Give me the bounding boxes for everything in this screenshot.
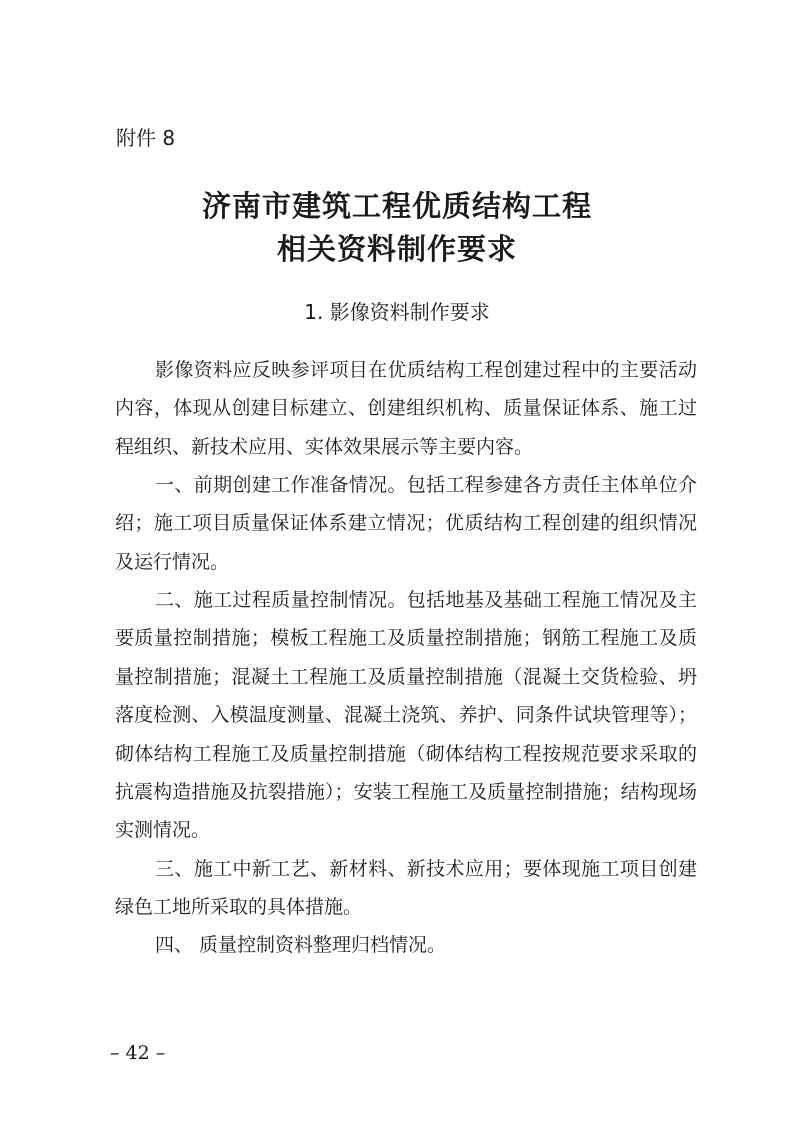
paragraph-item-3: 三、施工中新工艺、新材料、新技术应用；要体现施工项目创建绿色工地所采取的具体措施。	[115, 858, 697, 919]
document-title-line-1: 济南市建筑工程优质结构工程	[201, 189, 592, 223]
paragraph-item-4: 四、 质量控制资料整理归档情况。	[155, 934, 447, 956]
document-title-line-2: 相关资料制作要求	[276, 232, 517, 266]
paragraph-intro: 影像资料应反映参评项目在优质结构工程创建过程中的主要活动内容，体现从创建目标建立、创建组织机构、质量保证体系、施工过程组织、新技术应用、实体效果展示等主要内容。	[115, 359, 697, 458]
paragraph-item-2: 二、施工过程质量控制情况。包括地基及基础工程施工情况及主要质量控制措施；模板工程施工及质量控制措施；钢筋工程施工及质量控制措施；混凝土工程施工及质量控制措施（混凝土交货检验、坍落度检测、入模温度测量、混凝土浇筑、养护、同条件试块管理等）；砌体结构工程施工及质量控制措施（砌体结构工程按规范要求采取的抗震构造措施及抗裂措施）；安装工程施工及质量控制措施；结构现场实测情况。	[115, 589, 697, 842]
page-number: – 42 –	[110, 1042, 166, 1064]
section-heading: 1. 影像资料制作要求	[304, 300, 490, 324]
paragraph-item-1: 一、前期创建工作准备情况。包括工程参建各方责任主体单位介绍；施工项目质量保证体系建立情况；优质结构工程创建的组织情况及运行情况。	[115, 474, 697, 573]
attachment-label: 附件 8	[116, 126, 176, 150]
